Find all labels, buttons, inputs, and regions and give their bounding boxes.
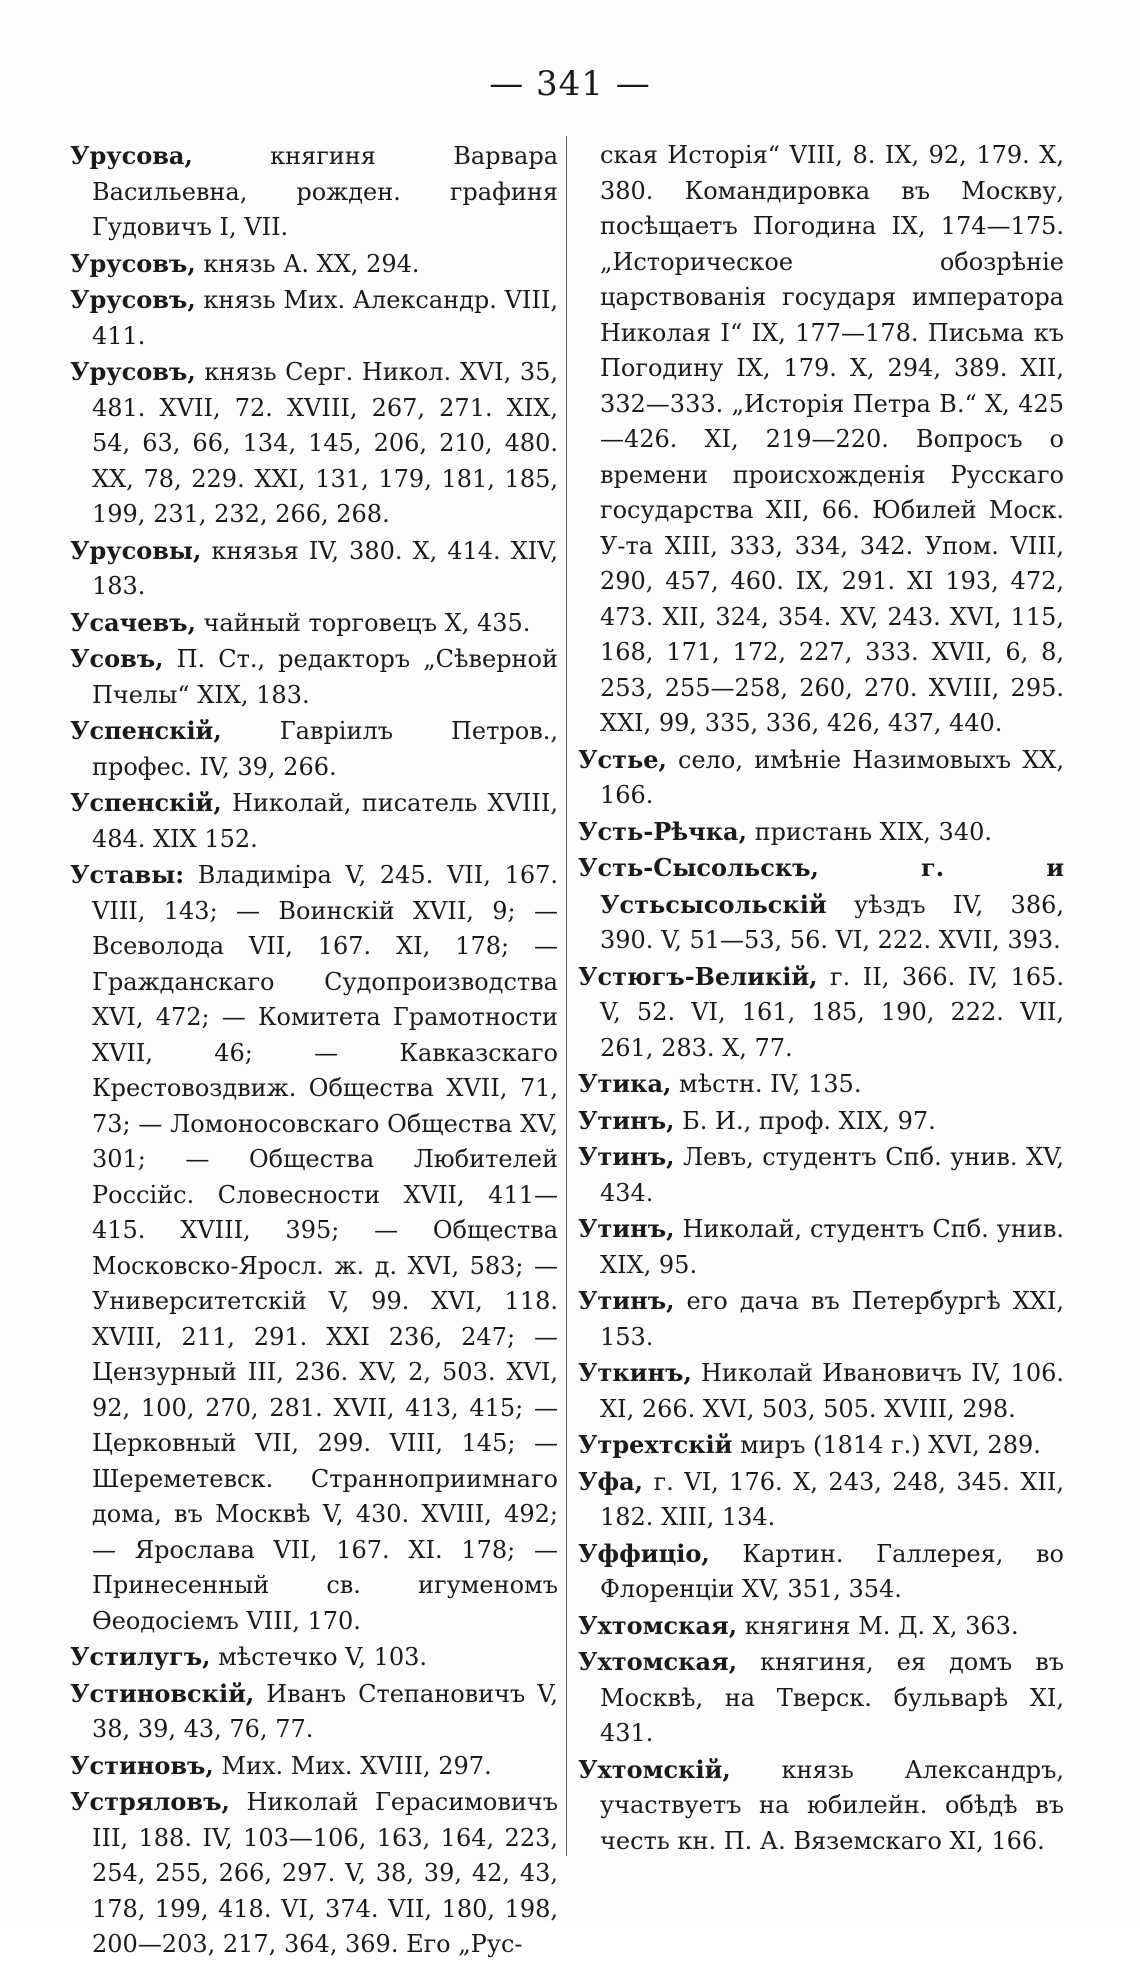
index-entry	[70, 857, 558, 1639]
index-entry	[70, 785, 558, 857]
entry-head: Утинъ,	[578, 1142, 675, 1171]
entry-head: Утрехтскій	[578, 1430, 733, 1459]
entry-text: князь Мих. Александр. VIII, 411.	[92, 286, 558, 350]
entry-text: князь А. XX, 294.	[195, 249, 420, 278]
column-divider	[566, 136, 567, 1856]
entry-text: г. II, 366. IV, 165. V, 52. VI, 161, 185, 190, 222. VII, 261, 283. X, 77.	[600, 962, 1064, 1062]
index-entry	[578, 850, 1064, 959]
entry-head: Устряловъ,	[70, 1787, 230, 1816]
index-entry	[70, 1676, 558, 1748]
index-entry-continuation	[578, 138, 1064, 742]
index-entry	[70, 1639, 558, 1676]
entry-text: уѣздъ IV, 386, 390. V, 51—53, 56. VI, 222. XVII, 393.	[600, 890, 1064, 954]
index-entry	[578, 1211, 1064, 1283]
entry-head: Успенскій,	[70, 788, 222, 817]
index-entry	[578, 1103, 1064, 1140]
entry-text: Николай, студентъ Спб. унив. XIX, 95.	[600, 1215, 1064, 1279]
entry-text: князь Серг. Никол. XVI, 35, 481. XVII, 72. XVIII, 267, 271. XIX, 54, 63, 66, 134, 145, 206, 210, 480. XX, 78, 229. XXI, 131, 179, 181, 185, 199, 231, 232, 266, 268.	[92, 358, 558, 528]
right-column	[578, 138, 1064, 1859]
entry-text: Гавріилъ Петров., профес. IV, 39, 266.	[92, 717, 558, 781]
entry-head: Утинъ,	[578, 1286, 675, 1315]
entry-head: Ухтомскій,	[578, 1754, 731, 1784]
entry-head: Устиновъ,	[70, 1750, 214, 1780]
index-entry	[578, 1752, 1064, 1860]
entry-text: г. VI, 176. X, 243, 248, 345. XII, 182. XIII, 134.	[600, 1467, 1064, 1531]
index-entry	[70, 282, 558, 354]
index-entry	[578, 1644, 1064, 1752]
entry-text: князь Александръ, участвуетъ на юбилейн. обѣдѣ въ честь кн. П. А. Вяземскаго XI, 166.	[600, 1755, 1064, 1855]
index-entry	[578, 1066, 1064, 1103]
entry-text: Б. И., проф. XIX, 97.	[674, 1106, 936, 1135]
index-entry	[70, 354, 558, 533]
entry-head: Урусовъ,	[70, 248, 196, 278]
entry-head: Усачевъ,	[70, 607, 196, 637]
entry-text: князья IV, 380. X, 414. XIV, 183.	[92, 536, 558, 600]
entry-text: княгиня, ея домъ въ Москвѣ, на Тверск. бульварѣ XI, 431.	[600, 1648, 1064, 1747]
index-entry	[70, 1748, 558, 1785]
entry-text: Николай Ивановичъ IV, 106. XI, 266. XVI, 503, 505. XVIII, 298.	[600, 1359, 1064, 1423]
index-entry	[578, 1464, 1064, 1536]
entry-text: мѣстечко V, 103.	[210, 1643, 427, 1671]
entry-head: Утинъ,	[578, 1214, 675, 1243]
entry-text: княгиня М. Д. X, 363.	[737, 1611, 1019, 1640]
index-entry	[578, 1283, 1064, 1355]
entry-head: Урусовъ,	[70, 285, 196, 314]
entry-head: Ухтомская,	[578, 1647, 738, 1676]
entry-head: Устюгъ-Великій,	[578, 961, 818, 991]
entry-head: Уткинъ,	[578, 1358, 692, 1387]
entry-text: Картин. Галлерея, во Флоренціи XV, 351, 354.	[600, 1539, 1064, 1603]
entry-head: Устиновскій,	[70, 1678, 255, 1708]
entry-head: Устилугъ,	[70, 1642, 211, 1671]
entry-text: Иванъ Степановичъ V, 38, 39, 43, 76, 77.	[92, 1679, 558, 1743]
entry-head: Утинъ,	[578, 1105, 675, 1135]
entry-head: Утика,	[578, 1069, 672, 1098]
entry-head: Уффиціо,	[578, 1538, 710, 1568]
index-entry	[578, 1139, 1064, 1211]
index-entry	[70, 1784, 558, 1963]
index-entry	[578, 1608, 1064, 1645]
index-entry	[578, 959, 1064, 1067]
entry-head: Урусова,	[70, 141, 193, 170]
index-entry	[578, 1427, 1064, 1464]
entry-text: мѣстн. IV, 135.	[671, 1070, 862, 1098]
entry-text: село, имѣніе Назимовыхъ XX, 166.	[600, 745, 1064, 809]
index-entry	[70, 713, 558, 785]
index-entry	[70, 246, 558, 283]
entry-text: его дача въ Петербургѣ XXI, 153.	[600, 1287, 1064, 1351]
entry-head: Уфа,	[578, 1466, 644, 1496]
entry-head: Урусовы,	[70, 535, 202, 565]
index-entry	[578, 742, 1064, 814]
left-column	[70, 138, 558, 1963]
index-entry	[578, 814, 1064, 851]
entry-text: Николай Герасимовичъ III, 188. IV, 103—106, 163, 164, 223, 254, 255, 266, 297. V, 38, 39, 42, 43, 178, 199, 418. VI, 374. VII, 180, 198, 200—203, 217, 364, 369. Его „Рус-	[92, 1788, 558, 1958]
page-number: — 341 —	[489, 64, 651, 104]
entry-head: Усовъ,	[70, 644, 164, 673]
entry-text: Мих. Мих. XVIII, 297.	[213, 1751, 492, 1780]
index-entry	[70, 138, 558, 246]
entry-text: П. Ст., редакторъ „Сѣверной Пчелы“ XIX, 183.	[92, 645, 558, 709]
entry-text: Владиміра V, 245. VII, 167. VIII, 143; — Воинскій XVII, 9; — Всеволода VII, 167. XI, 178; — Гражданскаго Судопроизводства XVI, 472; — Комитета Грамотности XVII, 46; — Кавказскаго Крестовоздвиж. Общества XVII, 71, 73; — Ломоносовскаго Общества XV, 301; — Общества Любителей Россійс. Словесности XVII, 411—415. XVIII, 395; — Общества Московско-Яросл. ж. д. XVI, 583; — Университетскій V, 99. XVI, 118. XVIII, 211, 291. XXI 236, 247; — Цензурный III, 236. XV, 2, 503. XVI, 92, 100, 270, 281. XVII, 413, 415; — Церковный VII, 299. VIII, 145; — Шереметевск. Странноприимнаго дома, въ Москвѣ V, 430. XVIII, 492; — Ярослава VII, 167. XI. 178; — Принесенный св. игуменомъ Ѳеодосіемъ VIII, 170.	[92, 861, 558, 1635]
index-entry	[70, 605, 558, 642]
index-entry	[578, 1355, 1064, 1427]
entry-text: миръ (1814 г.) XVI, 289.	[732, 1431, 1041, 1459]
index-entry	[578, 1536, 1064, 1608]
entry-head: Урусовъ,	[70, 357, 196, 386]
entry-text: ская Исторія“ VIII, 8. IX, 92, 179. X, 380. Командировка въ Москву, посѣщаетъ Погодина IX, 174—175. „Историческое обозрѣніе царствованія государя императора Николая I“ IX, 177—178. Письма къ Погодину IX, 179. X, 294, 389. XII, 332—333. „Исторія Петра В.“ X, 425—426. XI, 219—220. Вопросъ о времени происхожденія Русскаго государства XII, 66. Юбилей Моск. У-та XIII, 333, 334, 342. Упом. VIII, 290, 457, 460. IX, 291. XI 193, 472, 473. XII, 324, 354. XV, 243. XVI, 115, 168, 171, 172, 227, 333. XVII, 6, 8, 253, 255—258, 260, 270. XVIII, 295. XXI, 99, 335, 336, 426, 437, 440.	[600, 141, 1064, 737]
index-entry	[70, 641, 558, 713]
entry-text: чайный торговецъ X, 435.	[195, 608, 531, 637]
entry-head: Усть-Сысольскъ, г. и Устьсысольскій	[578, 853, 1064, 919]
entry-text: Левъ, студентъ Спб. унив. XV, 434.	[600, 1143, 1064, 1207]
entry-text: княгиня Варвара Васильевна, рожден. графиня Гудовичъ I, VII.	[92, 142, 558, 241]
entry-head: Уставы:	[70, 860, 185, 889]
entry-head: Успенскій,	[70, 716, 222, 745]
entry-head: Ухтомская,	[578, 1610, 738, 1640]
entry-head: Усть-Рѣчка,	[578, 816, 747, 846]
entry-text: пристань XIX, 340.	[746, 817, 992, 846]
entry-head: Устье,	[578, 744, 667, 774]
index-entry	[70, 533, 558, 605]
entry-text: Николай, писатель XVIII, 484. XIX 152.	[92, 789, 558, 853]
